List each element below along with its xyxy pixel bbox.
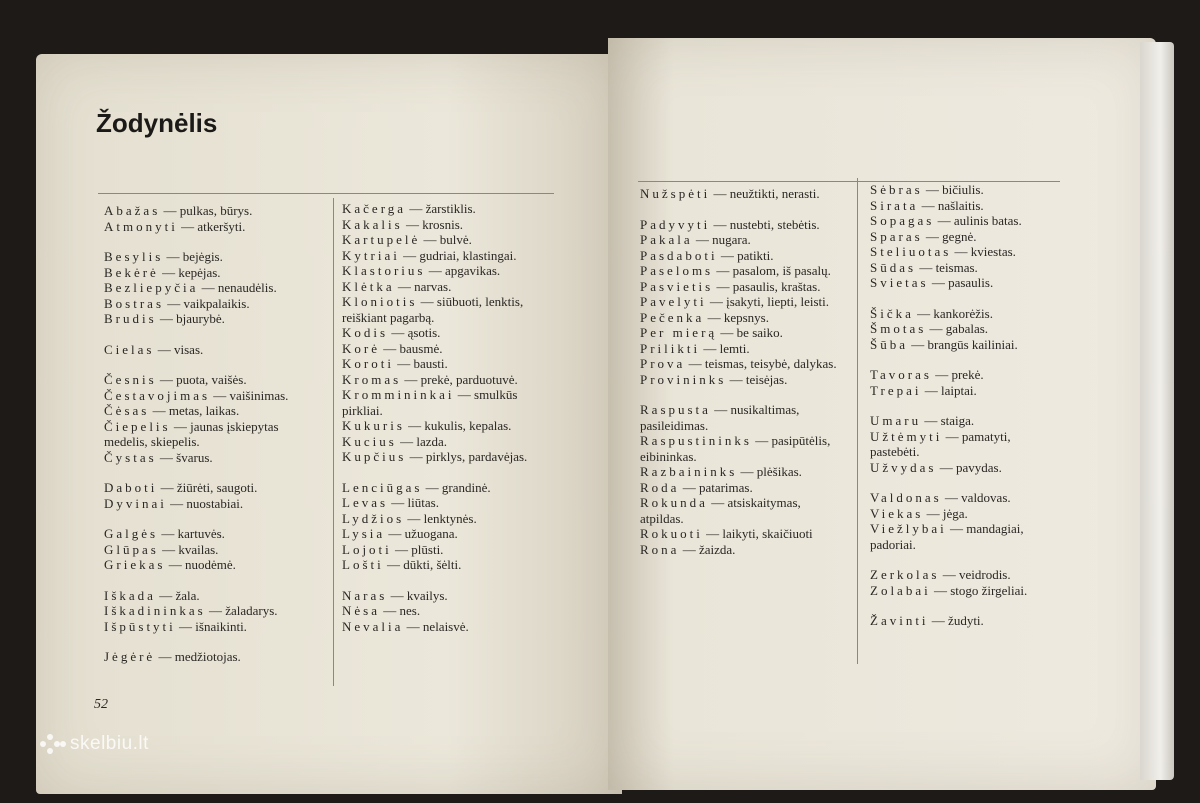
glossary-entry xyxy=(342,356,542,372)
glossary-entry xyxy=(870,490,1045,506)
glossary-entry xyxy=(342,325,542,341)
glossary-entry xyxy=(342,294,542,325)
page-edge xyxy=(1140,42,1174,780)
entry-definition: — mandagiai, padoriai. xyxy=(870,521,1024,552)
glossary-entry xyxy=(870,583,1045,599)
entry-definition: — pasaulis, kraštas. xyxy=(713,278,821,294)
entry-headword: Kodis xyxy=(342,325,389,340)
entry-definition: — aulinis batas. xyxy=(934,213,1022,228)
glossary-entry xyxy=(870,213,1045,229)
entry-gap xyxy=(104,327,322,342)
entry-headword: Čėsas xyxy=(104,403,150,418)
entry-definition: — kepsnys. xyxy=(704,309,769,325)
entry-definition: — smulkūs pirkliai. xyxy=(342,387,518,418)
entry-definition: — kviestas. xyxy=(951,244,1016,259)
entry-definition: — jaunas įskiepytas medelis, skiepelis. xyxy=(104,418,279,449)
glossary-entry xyxy=(104,342,322,358)
glossary-entry xyxy=(870,506,1045,522)
glossary-entry xyxy=(342,480,542,496)
entry-headword: Kačerga xyxy=(342,201,407,216)
entry-headword: Lenciūgas xyxy=(342,479,423,495)
entry-headword: Griekas xyxy=(104,557,166,572)
entry-definition: — prekė. xyxy=(931,367,984,382)
entry-definition: — nuostabiai. xyxy=(166,495,244,511)
entry-definition: — laikyti, skaičiuoti xyxy=(702,526,813,541)
entry-headword: Iškada xyxy=(104,587,156,603)
entry-headword: Svietas xyxy=(870,275,929,290)
entry-headword: Galgės xyxy=(104,526,159,541)
glossary-entry xyxy=(640,279,846,295)
right-column-divider xyxy=(857,178,858,664)
glossary-entry xyxy=(640,325,846,341)
glossary-entry xyxy=(870,198,1045,214)
entry-headword: Viežlybai xyxy=(870,521,947,536)
entry-definition: — teismas. xyxy=(916,259,978,275)
glossary-entry xyxy=(104,203,322,219)
glossary-entry xyxy=(342,372,542,388)
entry-definition: — teismas, teisybė, dalykas. xyxy=(685,356,837,371)
entry-definition: — medžiotojas. xyxy=(155,649,241,664)
glossary-entry xyxy=(342,557,542,573)
glossary-entry xyxy=(342,526,542,542)
entry-headword: Levas xyxy=(342,495,389,510)
entry-definition: — brangūs kailiniai. xyxy=(908,336,1018,352)
glossary-entry xyxy=(104,542,322,558)
entry-definition: — lazda. xyxy=(396,433,448,449)
entry-definition: — lemti. xyxy=(700,340,750,356)
entry-definition: — žaladarys. xyxy=(205,603,278,618)
glossary-entry xyxy=(870,229,1045,245)
entry-headword: Umaru xyxy=(870,413,922,428)
entry-headword: Iškadininkas xyxy=(104,603,206,618)
entry-gap xyxy=(870,475,1045,490)
entry-definition: — nustebti, stebėtis. xyxy=(710,216,820,232)
entry-headword: Sūdas xyxy=(870,259,917,275)
entry-definition: — pasipūtėlis, eibininkas. xyxy=(640,433,831,464)
entry-gap xyxy=(870,398,1045,413)
glossary-entry xyxy=(342,449,542,465)
entry-definition: — pamatyti, pastebėti. xyxy=(870,428,1011,459)
entry-headword: Kukuris xyxy=(342,418,405,433)
entry-headword: Šička xyxy=(870,305,914,321)
glossary-entry xyxy=(640,433,846,464)
entry-headword: Rokunda xyxy=(640,495,708,510)
entry-headword: Valdonas xyxy=(870,490,942,505)
entry-definition: — kvailys. xyxy=(387,587,448,603)
entry-definition: — grandinė. xyxy=(422,479,491,495)
entry-definition: — pasaulis. xyxy=(928,275,994,290)
glossary-entry xyxy=(104,557,322,573)
glossary-entry xyxy=(342,387,542,418)
glossary-entry xyxy=(342,201,542,217)
entry-definition: — nes. xyxy=(380,603,421,618)
entry-headword: Glūpas xyxy=(104,541,159,557)
entry-headword: Lysia xyxy=(342,526,386,541)
glossary-entry xyxy=(640,341,846,357)
entry-headword: Lojoti xyxy=(342,541,392,557)
entry-definition: — nenaudėlis. xyxy=(198,280,277,295)
entry-headword: Steliuotas xyxy=(870,244,952,259)
entry-definition: — visas. xyxy=(154,341,204,357)
glossary-entry xyxy=(640,526,846,542)
entry-headword: Pečenka xyxy=(640,309,705,325)
entry-definition: — metas, laikas. xyxy=(149,403,240,418)
glossary-entry xyxy=(104,419,322,450)
entry-definition: — narvas. xyxy=(394,278,452,294)
glossary-entry xyxy=(870,275,1045,291)
entry-headword: Jėgėrė xyxy=(104,649,156,664)
entry-gap xyxy=(870,598,1045,613)
glossary-entry xyxy=(104,450,322,466)
watermark-dots-icon xyxy=(40,734,66,754)
glossary-entry xyxy=(870,244,1045,260)
entry-definition: — pavydas. xyxy=(936,459,1002,475)
entry-definition: — užuogana. xyxy=(385,526,458,541)
glossary-entry xyxy=(870,567,1045,583)
entry-definition: — žala. xyxy=(155,587,200,603)
entry-definition: — vaikpalaikis. xyxy=(164,295,250,311)
glossary-entry xyxy=(104,265,322,281)
entry-headword: Padyvyti xyxy=(640,216,711,232)
entry-headword: Prova xyxy=(640,356,686,371)
entry-headword: Sopagas xyxy=(870,213,935,228)
entry-definition: — liūtas. xyxy=(388,495,439,510)
entry-headword: Zolabai xyxy=(870,582,931,598)
glossary-entry xyxy=(104,480,322,496)
glossary-entry xyxy=(342,279,542,295)
entry-definition: — prekė, parduotuvė. xyxy=(401,371,518,387)
glossary-entry xyxy=(342,341,542,357)
entry-gap xyxy=(640,202,846,217)
entry-headword: Lošti xyxy=(342,557,384,572)
entry-definition: — žiūrėti, saugoti. xyxy=(157,480,258,495)
entry-headword: Kloniotis xyxy=(342,294,418,309)
glossary-entry xyxy=(870,321,1045,337)
entry-definition: — žudyti. xyxy=(928,613,984,628)
entry-definition: — kartuvės. xyxy=(158,526,225,541)
glossary-entry xyxy=(104,388,322,404)
entry-definition: — švarus. xyxy=(156,449,213,465)
entry-headword: Daboti xyxy=(104,480,158,495)
entry-headword: Provininks xyxy=(640,371,727,387)
glossary-entry xyxy=(104,496,322,512)
entry-headword: Česnis xyxy=(104,372,157,387)
glossary-entry xyxy=(342,542,542,558)
entry-definition: — bičiulis. xyxy=(922,182,984,197)
entry-definition: — vaišinimas. xyxy=(210,387,289,403)
entry-headword: Čestavojimas xyxy=(104,387,211,403)
glossary-entry xyxy=(104,603,322,619)
entry-headword: Sėbras xyxy=(870,182,923,197)
glossary-entry xyxy=(342,495,542,511)
entry-headword: Krommininkai xyxy=(342,387,455,402)
entry-definition: — gegnė. xyxy=(922,228,977,244)
entry-headword: Pasdaboti xyxy=(640,247,718,263)
entry-definition: — išnaikinti. xyxy=(175,618,247,634)
glossary-entry xyxy=(640,402,846,433)
entry-gap xyxy=(104,465,322,480)
entry-definition: — atsiskaitymas, atpildas. xyxy=(640,495,801,526)
entry-definition: — pirklys, pardavėjas. xyxy=(406,449,528,464)
entry-gap xyxy=(870,552,1045,567)
page-number: 52 xyxy=(94,697,108,712)
entry-headword: Nėsa xyxy=(342,603,380,618)
glossary-entry xyxy=(640,372,846,388)
entry-headword: Klastorius xyxy=(342,263,426,278)
glossary-column-2 xyxy=(342,201,542,634)
entry-headword: Pasvietis xyxy=(640,278,714,294)
entry-headword: Dyvinai xyxy=(104,495,167,511)
entry-headword: Kromas xyxy=(342,371,402,387)
entry-headword: Pakala xyxy=(640,232,693,247)
entry-headword: Žavinti xyxy=(870,613,929,628)
glossary-entry xyxy=(640,232,846,248)
entry-definition: — bejėgis. xyxy=(163,249,223,264)
glossary-entry xyxy=(104,372,322,388)
entry-gap xyxy=(870,352,1045,367)
entry-definition: — teisėjas. xyxy=(726,371,788,387)
entry-gap xyxy=(640,387,846,402)
glossary-column-3 xyxy=(640,186,846,557)
entry-definition: — puota, vaišės. xyxy=(156,372,247,387)
glossary-entry xyxy=(104,403,322,419)
entry-definition: — dūkti, šėlti. xyxy=(383,557,462,572)
entry-headword: Razbaininks xyxy=(640,464,738,479)
entry-headword: Užtėmyti xyxy=(870,428,943,444)
glossary-entry xyxy=(104,249,322,265)
glossary-entry xyxy=(640,294,846,310)
entry-headword: Zerkolas xyxy=(870,567,940,582)
entry-headword: Sparas xyxy=(870,228,923,244)
entry-headword: Pavelyti xyxy=(640,294,707,309)
entry-headword: Klėtka xyxy=(342,278,395,294)
entry-headword: Išpūstyti xyxy=(104,618,176,634)
entry-gap xyxy=(870,291,1045,306)
glossary-entry xyxy=(104,296,322,312)
glossary-column-4 xyxy=(870,182,1045,629)
entry-definition: — plūsti. xyxy=(391,541,444,557)
entry-headword: Šmotas xyxy=(870,321,927,336)
entry-gap xyxy=(342,573,542,588)
entry-definition: — nelaisvė. xyxy=(403,618,469,634)
glossary-entry xyxy=(640,186,846,202)
entry-headword: Cielas xyxy=(104,341,155,357)
entry-headword: Bekėrė xyxy=(104,264,159,280)
entry-headword: Trepai xyxy=(870,382,922,398)
entry-definition: — patarimas. xyxy=(679,479,753,495)
entry-definition: — žarstiklis. xyxy=(406,201,476,216)
entry-definition: — siūbuoti, lenktis, reiškiant pagarbą. xyxy=(342,294,524,325)
glossary-entry xyxy=(342,588,542,604)
entry-gap xyxy=(104,357,322,372)
entry-gap xyxy=(342,465,542,480)
entry-headword: Rona xyxy=(640,541,680,557)
entry-headword: Nevalia xyxy=(342,618,404,634)
left-header-rule xyxy=(98,193,554,194)
entry-headword: Brudis xyxy=(104,311,157,326)
entry-definition: — kvailas. xyxy=(158,541,219,557)
watermark-text: skelbiu.lt xyxy=(70,733,149,754)
left-column-divider xyxy=(333,198,334,686)
entry-headword: Raspustininks xyxy=(640,433,752,448)
entry-definition: — veidrodis. xyxy=(939,567,1011,582)
entry-headword: Naras xyxy=(342,587,388,603)
entry-definition: — pasalom, iš pasalų. xyxy=(713,263,831,278)
entry-headword: Čystas xyxy=(104,449,157,465)
glossary-entry xyxy=(342,263,542,279)
entry-headword: Abažas xyxy=(104,203,161,218)
entry-definition: — atkeršyti. xyxy=(177,218,246,234)
entry-headword: Šūba xyxy=(870,336,908,352)
glossary-entry xyxy=(870,521,1045,552)
glossary-entry xyxy=(640,310,846,326)
glossary-entry xyxy=(104,311,322,327)
entry-headword: Kupčius xyxy=(342,449,407,464)
entry-headword: Koroti xyxy=(342,356,394,371)
entry-definition: — žaizda. xyxy=(679,541,736,557)
entry-headword: Prilikti xyxy=(640,340,701,356)
entry-definition: — nuodėmė. xyxy=(165,557,236,572)
entry-headword: Kartupelė xyxy=(342,232,421,247)
glossary-entry xyxy=(104,649,322,665)
glossary-entry xyxy=(342,603,542,619)
entry-definition: — bulvė. xyxy=(420,232,472,247)
entry-headword: Viekas xyxy=(870,505,924,521)
entry-headword: Tavoras xyxy=(870,367,932,382)
entry-headword: Čiepelis xyxy=(104,418,171,434)
glossary-entry xyxy=(342,619,542,635)
entry-headword: Kucius xyxy=(342,433,397,449)
glossary-entry xyxy=(870,260,1045,276)
entry-definition: — gabalas. xyxy=(926,321,989,336)
entry-gap xyxy=(104,234,322,249)
glossary-entry xyxy=(104,619,322,635)
entry-gap xyxy=(104,573,322,588)
entry-definition: — krosnis. xyxy=(402,216,464,232)
entry-definition: — apgavikas. xyxy=(425,263,501,278)
glossary-column-1 xyxy=(104,203,322,665)
entry-headword: Kakalis xyxy=(342,216,403,232)
entry-headword: Bezliepyčia xyxy=(104,280,199,295)
glossary-entry xyxy=(870,413,1045,429)
glossary-entry xyxy=(104,588,322,604)
entry-headword: Lydžios xyxy=(342,510,405,526)
glossary-entry xyxy=(870,337,1045,353)
entry-headword: Korė xyxy=(342,340,380,356)
entry-definition: — stogo žirgeliai. xyxy=(930,582,1028,598)
entry-headword: Nužspėti xyxy=(640,186,711,201)
entry-gap xyxy=(104,634,322,649)
entry-definition: — našlaitis. xyxy=(918,197,984,213)
entry-headword: Per mierą xyxy=(640,325,718,340)
glossary-entry xyxy=(342,232,542,248)
glossary-entry xyxy=(342,248,542,264)
glossary-entry xyxy=(640,480,846,496)
glossary-entry xyxy=(870,429,1045,460)
page-title: Žodynėlis xyxy=(96,108,218,138)
glossary-entry xyxy=(870,383,1045,399)
glossary-entry xyxy=(640,464,846,480)
glossary-entry xyxy=(870,460,1045,476)
entry-headword: Atmonyti xyxy=(104,218,178,234)
glossary-entry xyxy=(640,263,846,279)
entry-definition: — pulkas, būrys. xyxy=(160,203,253,218)
entry-definition: — be saiko. xyxy=(717,325,783,340)
entry-definition: — nusikaltimas, pasileidimas. xyxy=(640,402,800,433)
entry-definition: — bausti. xyxy=(393,356,448,371)
entry-headword: Kytriai xyxy=(342,247,400,263)
entry-headword: Bostras xyxy=(104,295,164,311)
entry-definition: — kepėjas. xyxy=(158,264,221,280)
entry-definition: — kukulis, kepalas. xyxy=(404,418,512,433)
entry-definition: — ąsotis. xyxy=(388,325,441,340)
entry-gap xyxy=(104,511,322,526)
entry-definition: — valdovas. xyxy=(941,490,1011,505)
entry-definition: — laiptai. xyxy=(921,382,977,398)
glossary-entry xyxy=(640,542,846,558)
entry-definition: — neužtikti, nerasti. xyxy=(710,186,820,201)
entry-headword: Užvydas xyxy=(870,459,937,475)
glossary-entry xyxy=(104,526,322,542)
glossary-entry xyxy=(870,613,1045,629)
glossary-entry xyxy=(342,418,542,434)
entry-definition: — lenktynės. xyxy=(404,510,477,526)
entry-headword: Rokuoti xyxy=(640,526,703,541)
glossary-entry xyxy=(342,434,542,450)
glossary-entry xyxy=(640,248,846,264)
entry-headword: Raspusta xyxy=(640,402,711,417)
entry-definition: — jėga. xyxy=(923,505,968,521)
glossary-entry xyxy=(870,306,1045,322)
glossary-entry xyxy=(104,219,322,235)
glossary-entry xyxy=(640,495,846,526)
entry-headword: Roda xyxy=(640,479,680,495)
entry-headword: Besylis xyxy=(104,249,164,264)
entry-definition: — nugara. xyxy=(692,232,751,247)
entry-definition: — bjaurybė. xyxy=(156,311,225,326)
entry-definition: — patikti. xyxy=(717,247,774,263)
entry-headword: Sirata xyxy=(870,197,919,213)
glossary-entry xyxy=(640,356,846,372)
entry-headword: Paseloms xyxy=(640,263,714,278)
watermark xyxy=(40,733,149,755)
glossary-entry xyxy=(870,367,1045,383)
glossary-entry xyxy=(640,217,846,233)
glossary-entry xyxy=(870,182,1045,198)
glossary-entry xyxy=(342,511,542,527)
entry-definition: — staiga. xyxy=(921,413,975,428)
entry-definition: — kankorėžis. xyxy=(913,305,993,321)
glossary-entry xyxy=(342,217,542,233)
glossary-entry xyxy=(104,280,322,296)
entry-definition: — gudriai, klastingai. xyxy=(399,247,517,263)
entry-definition: — įsakyti, liepti, leisti. xyxy=(706,294,830,309)
entry-definition: — plėšikas. xyxy=(737,464,802,479)
entry-definition: — bausmė. xyxy=(380,340,443,356)
